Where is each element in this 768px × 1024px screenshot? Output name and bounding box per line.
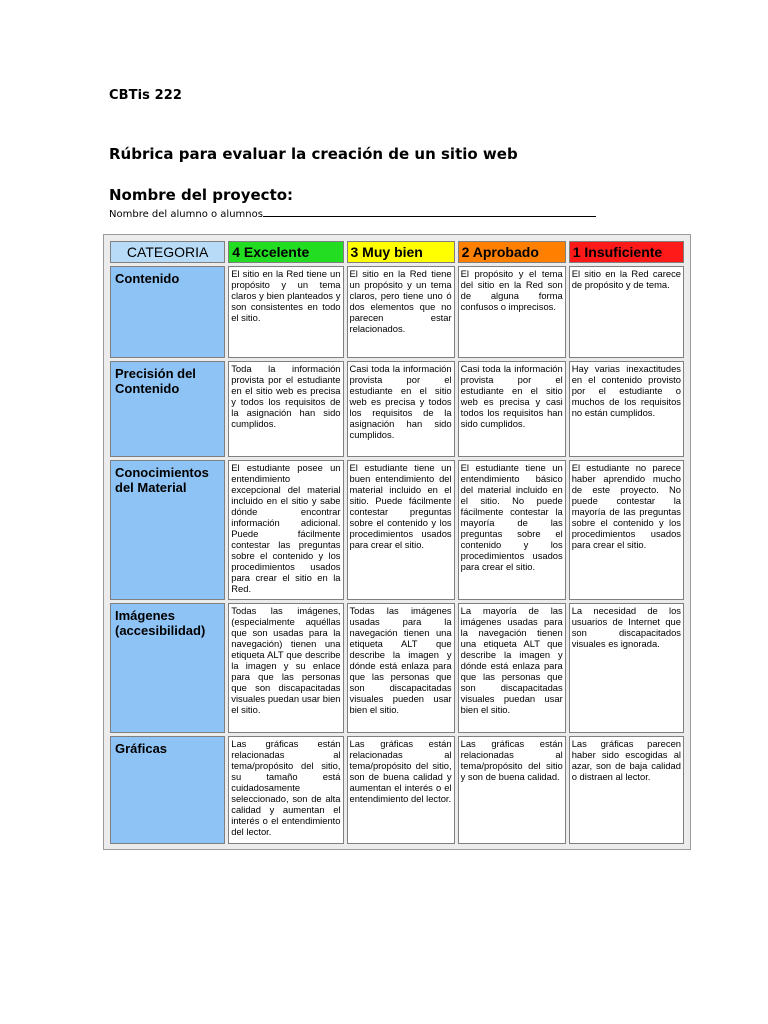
descriptor-cell: El sitio en la Red tiene un propósito y un tema claros, pero tiene uno ó dos elementos que no parecen estar relacionados. <box>347 266 455 358</box>
descriptor-cell: El propósito y el tema del sitio en la Red son de alguna forma confusos o imprecisos. <box>458 266 566 358</box>
descriptor-cell: El estudiante tiene un entendimiento básico del material incluido en el sitio. No puede fácilmente contestar la mayoría de las preguntas sobre el contenido y los procedimientos usados para crear el sitio. <box>458 460 566 600</box>
descriptor-cell: La necesidad de los usuarios de Internet que son discapacitados visuales es ignorada. <box>569 603 684 733</box>
level-header-muy-bien: 3 Muy bien <box>347 241 455 263</box>
descriptor-cell: El estudiante posee un entendimiento excepcional del material incluido en el sitio y sabe dónde encontrar información adicional. Puede fácilmente contestar las preguntas sobre el contenido y los procedimientos usados para crear el sitio en la Red. <box>228 460 343 600</box>
descriptor-cell: Las gráficas están relacionadas al tema/propósito del sitio, su tamaño está cuidadosamente seleccionado, son de alta calidad y aumentan el interés o el entendimiento del lector. <box>228 736 343 844</box>
rubric-header-row <box>110 241 684 263</box>
descriptor-cell: La mayoría de las imágenes usadas para la navegación tienen una etiqueta ALT que describe la imagen y dónde está enlaza para que las personas que son discapacitadas visuales puedan usar bien el sitio. <box>458 603 566 733</box>
descriptor-cell: El estudiante tiene un buen entendimiento del material incluido en el sitio. Puede fácilmente contestar preguntas sobre el contenido y los procedimientos usados para crear el sitio. <box>347 460 455 600</box>
descriptor-cell: El estudiante no parece haber aprendido mucho de este proyecto. No puede contestar la mayoría de las preguntas sobre el contenido y los procedimientos usados para crear el sitio. <box>569 460 684 600</box>
criterion-cell: Imágenes (accesibilidad) <box>110 603 225 733</box>
project-name-label: Nombre del proyecto: <box>109 186 294 204</box>
rubric-table <box>107 238 687 847</box>
descriptor-cell: Casi toda la información provista por el estudiante en el sitio web es precisa y casi todos los requisitos han sido cumplidos. <box>458 361 566 457</box>
level-header-insuficiente: 1 Insuficiente <box>569 241 684 263</box>
students-blank-line <box>263 208 596 217</box>
descriptor-cell: Las gráficas parecen haber sido escogidas al azar, son de baja calidad o distraen al lector. <box>569 736 684 844</box>
descriptor-cell: Todas las imágenes, (especialmente aquéllas que son usadas para la navegación) tienen una etiqueta ALT que describe la imagen y su enlace para que las personas que son discapacitadas visuales puedan usar bien el sitio. <box>228 603 343 733</box>
criterion-cell: Contenido <box>110 266 225 358</box>
category-header: CATEGORIA <box>110 241 225 263</box>
rubric-table-frame <box>103 234 691 850</box>
level-header-aprobado: 2 Aprobado <box>458 241 566 263</box>
descriptor-cell: El sitio en la Red tiene un propósito y un tema claros y bien planteados y son consistentes en todo el sitio. <box>228 266 343 358</box>
criterion-cell: Precisión del Contenido <box>110 361 225 457</box>
descriptor-cell: Hay varias inexactitudes en el contenido provisto por el estudiante o muchos de los requisitos no están cumplidos. <box>569 361 684 457</box>
criterion-cell: Gráficas <box>110 736 225 844</box>
rubric-row-precision <box>110 361 684 457</box>
rubric-row-graficas <box>110 736 684 844</box>
document-title: Rúbrica para evaluar la creación de un sitio web <box>109 145 518 163</box>
level-header-excelente: 4 Excelente <box>228 241 343 263</box>
descriptor-cell: Las gráficas están relacionadas al tema/propósito del sitio y son de buena calidad. <box>458 736 566 844</box>
students-label: Nombre del alumno o alumnos <box>109 209 263 220</box>
criterion-cell: Conocimientos del Material <box>110 460 225 600</box>
descriptor-cell: Toda la información provista por el estudiante en el sitio web es precisa y todos los requisitos de la asignación han sido cumplidos. <box>228 361 343 457</box>
rubric-row-imagenes <box>110 603 684 733</box>
descriptor-cell: Casi toda la información provista por el estudiante en el sitio web es precisa y todos los requisitos de la asignación han sido cumplidos. <box>347 361 455 457</box>
descriptor-cell: Las gráficas están relacionadas al tema/propósito del sitio, son de buena calidad y aumentan el interés o el entendimiento del lector. <box>347 736 455 844</box>
school-name: CBTis 222 <box>109 88 183 103</box>
rubric-row-conocimientos <box>110 460 684 600</box>
rubric-row-contenido <box>110 266 684 358</box>
students-field <box>109 208 596 220</box>
descriptor-cell: Todas las imágenes usadas para la navegación tienen una etiqueta ALT que describe la imagen y dónde está enlaza para que las personas que son discapacitadas visuales pueden usar bien el sitio. <box>347 603 455 733</box>
descriptor-cell: El sitio en la Red carece de propósito y de tema. <box>569 266 684 358</box>
